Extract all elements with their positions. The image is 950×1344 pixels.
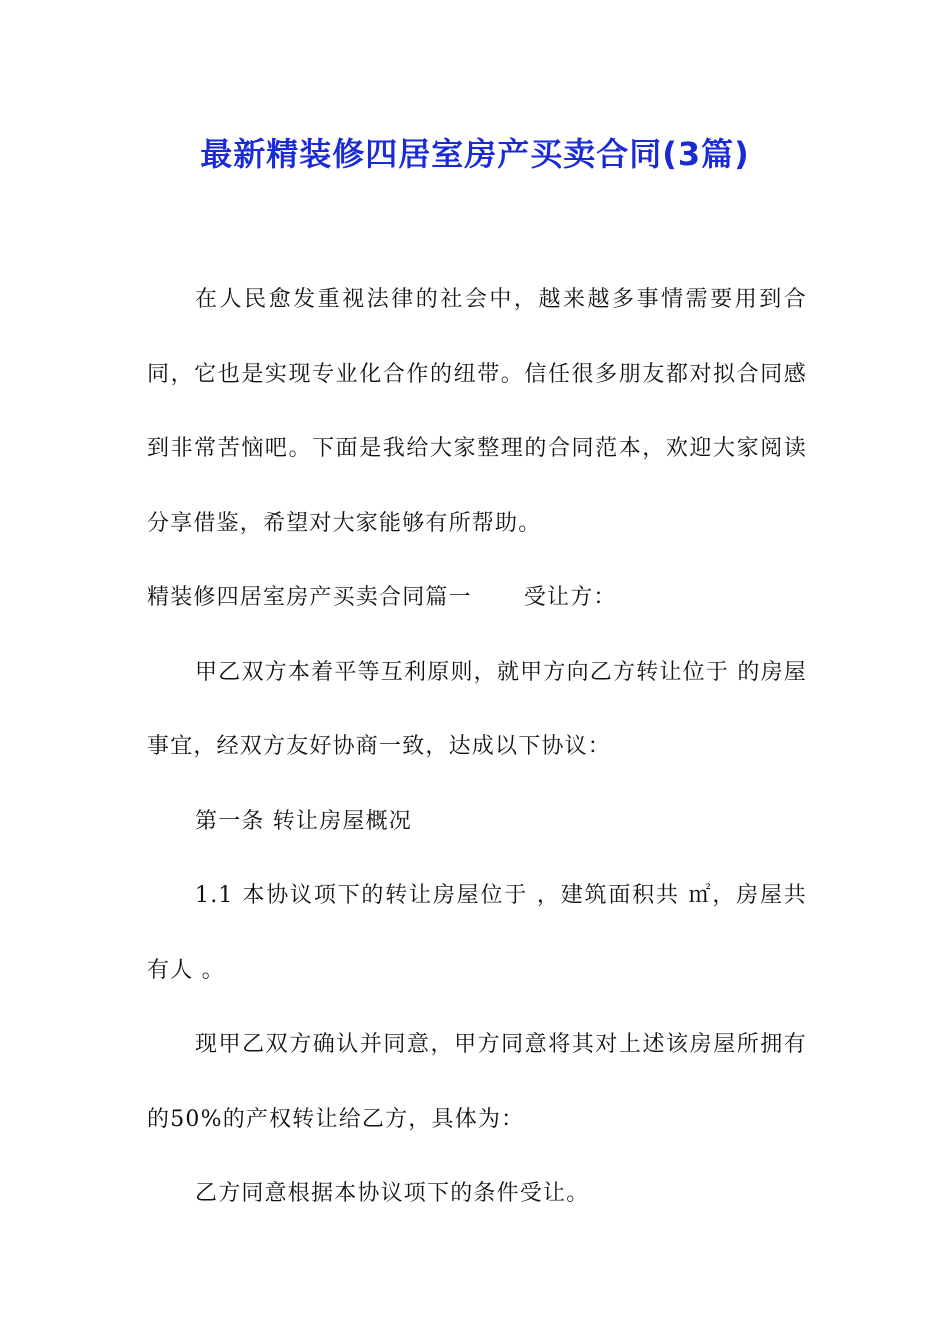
transferee-label: 受让方： [523,585,617,610]
document-body [147,263,807,1232]
acceptance-paragraph: 乙方同意根据本协议项下的条件受让。 [195,1181,590,1206]
section-heading: 精装修四居室房产买卖合同篇一 [147,585,472,610]
intro-paragraph: 在人民愈发重视法律的社会中，越来越多事情需要用到合同，它也是实现专业化合作的纽带。信任很多朋友都对拟合同感到非常苦恼吧。下面是我给大家整理的合同范本，欢迎大家阅读分享借鉴，希望对大家能够有所帮助。 [147,287,807,536]
article-one-heading: 第一条 转让房屋概况 [195,808,412,834]
agreement-paragraph: 甲乙双方本着平等互利原则，就甲方向乙方转让位于 的房屋事宜，经双方友好协商一致，达成以下协议： [147,659,807,759]
document-title: 最新精装修四居室房产买卖合同(3篇) [200,135,750,173]
clause-1-1: 1.1 本协议项下的转让房屋位于 ，建筑面积共 ㎡，房屋共有人 。 [147,883,807,983]
confirmation-paragraph: 现甲乙双方确认并同意，甲方同意将其对上述该房屋所拥有的50%的产权转让给乙方，具体为： [147,1032,807,1132]
section-heading-line [147,561,807,636]
